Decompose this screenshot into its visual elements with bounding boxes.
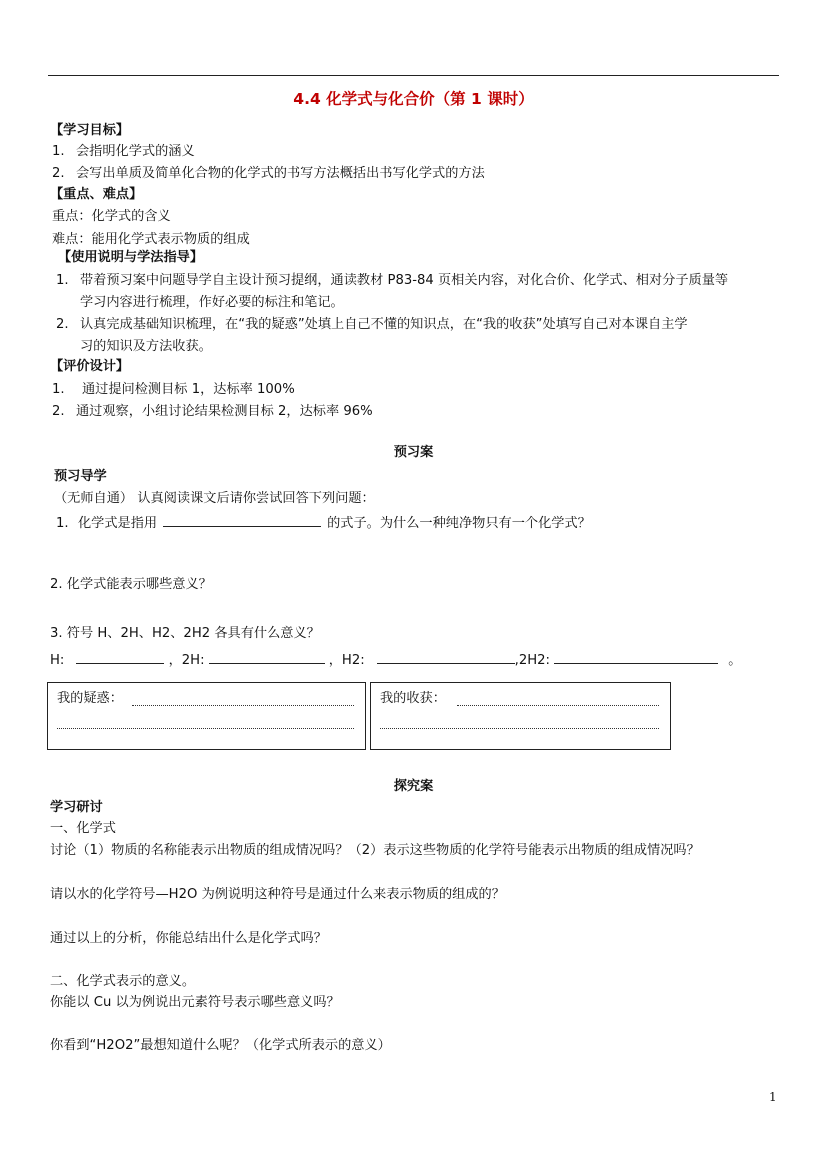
section-1-heading: 一、化学式: [50, 821, 116, 836]
guidance-heading: 【使用说明与学法指导】: [58, 250, 204, 265]
page-title: 4.4 化学式与化合价（第 1 课时）: [293, 90, 534, 108]
discussion-question: 讨论（1）物质的名称能表示出物质的组成情况吗？（2）表示这些物质的化学符号能表示出物质的组成情况吗？: [50, 843, 700, 858]
blank-h2[interactable]: [377, 651, 515, 664]
guidance-item-1-cont: 学习内容进行梳理，作好必要的标注和笔记。: [80, 295, 344, 310]
blank-2h2[interactable]: [554, 651, 718, 664]
water-question: 请以水的化学符号—H2O 为例说明这种符号是通过什么来表示物质的组成的？: [50, 887, 505, 902]
gains-line-2: [380, 728, 659, 729]
objectives-heading: 【学习目标】: [50, 123, 130, 138]
h2o2-question: 你看到“H2O2”最想知道什么呢？（化学式所表示的意义）: [50, 1038, 391, 1053]
symbol-fill-row: H: ，2H: ，H2: ,2H2: 。: [50, 653, 742, 668]
blank-h[interactable]: [76, 651, 164, 664]
gains-line-1: [457, 705, 659, 706]
guidance-item-1: 1. 带着预习案中问题导学自主设计预习提纲，通读教材 P83-84 页相关内容，对化合价、化学式、相对分子质量等: [56, 273, 729, 288]
preview-instruction: （无师自通） 认真阅读课文后请你尝试回答下列问题：: [54, 491, 375, 506]
question-2: 2. 化学式能表示哪些意义？: [50, 577, 212, 592]
evaluation-item-2: 2. 通过观察，小组讨论结果检测目标 2，达标率 96%: [52, 404, 373, 419]
gains-box[interactable]: [370, 682, 671, 750]
evaluation-item-1: 1. 通过提问检测目标 1，达标率 100%: [52, 382, 295, 397]
question-1: 1. 化学式是指用 的式子。为什么一种纯净物只有一个化学式？: [56, 516, 591, 531]
objective-item-2: 2. 会写出单质及简单化合物的化学式的书写方法概括出书写化学式的方法: [52, 166, 485, 181]
cu-question: 你能以 Cu 以为例说出元素符号表示哪些意义吗？: [50, 995, 340, 1010]
answer-blank-1[interactable]: [163, 514, 321, 527]
explore-subheading: 学习研讨: [50, 800, 103, 815]
guidance-item-2: 2. 认真完成基础知识梳理，在“我的疑惑”处填上自己不懂的知识点，在“我的收获”处填写自己对本课自主学: [56, 317, 688, 332]
doubts-box[interactable]: [47, 682, 366, 750]
section-2-heading: 二、化学式表示的意义。: [50, 974, 196, 989]
summary-question: 通过以上的分析，你能总结出什么是化学式吗？: [50, 931, 327, 946]
doubts-label: 我的疑惑：: [57, 691, 123, 706]
key-point: 重点：化学式的含义: [52, 209, 171, 224]
blank-2h[interactable]: [209, 651, 325, 664]
preview-heading: 预习案: [393, 445, 434, 460]
page-number: 1: [769, 1090, 777, 1104]
preview-subheading: 预习导学: [54, 469, 107, 484]
doubts-line-2: [57, 728, 354, 729]
gains-label: 我的收获：: [380, 691, 446, 706]
evaluation-heading: 【评价设计】: [50, 359, 130, 374]
header-rule: [48, 75, 779, 76]
objective-item-1: 1. 会指明化学式的涵义: [52, 144, 195, 159]
explore-heading: 探究案: [393, 779, 434, 794]
difficult-point: 难点：能用化学式表示物质的组成: [52, 232, 250, 247]
doubts-line-1: [132, 705, 354, 706]
guidance-item-2-cont: 习的知识及方法收获。: [80, 339, 212, 354]
question-3: 3. 符号 H、2H、H2、2H2 各具有什么意义？: [50, 626, 320, 641]
keypoints-heading: 【重点、难点】: [50, 187, 143, 202]
